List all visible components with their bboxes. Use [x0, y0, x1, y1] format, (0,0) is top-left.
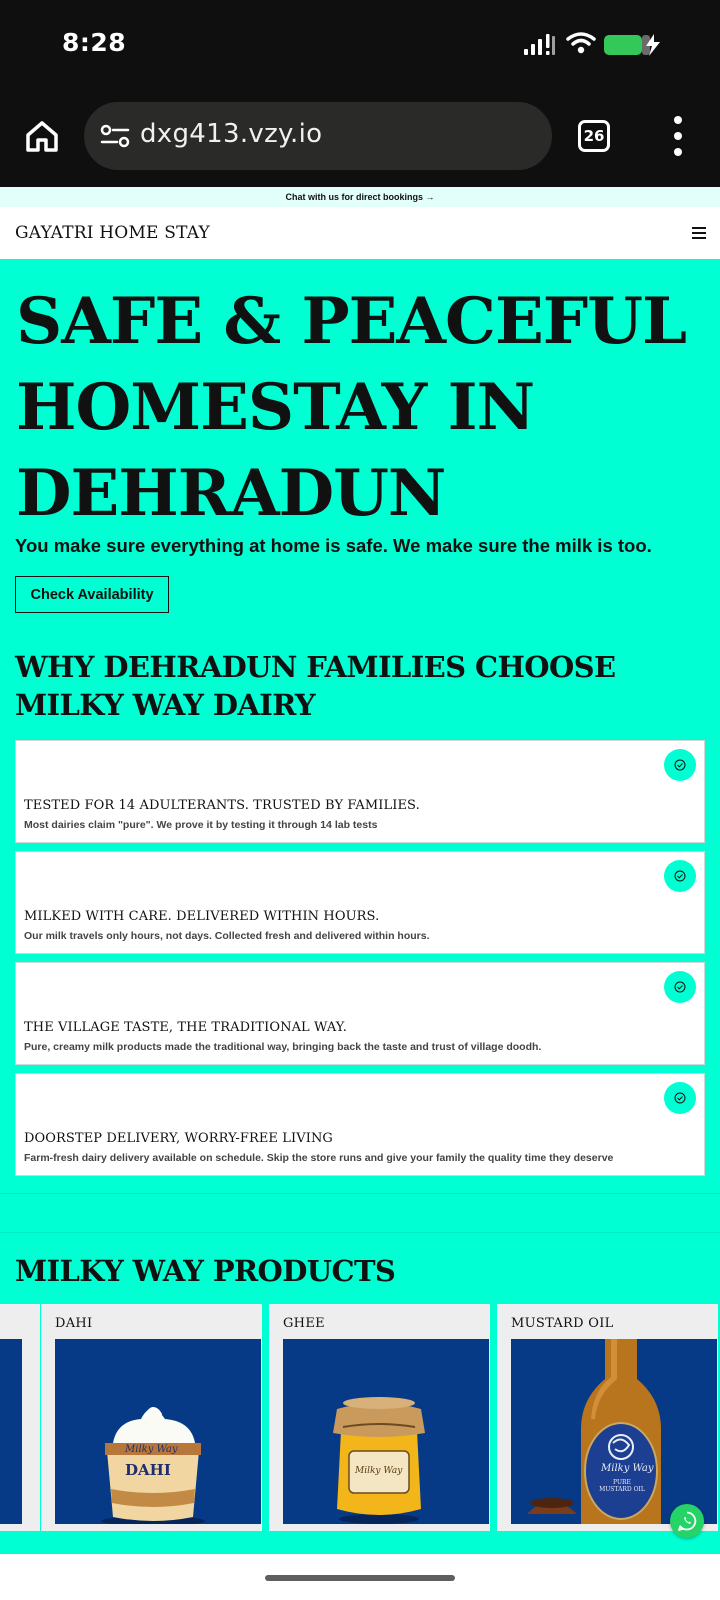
- dahi-brand-label: Milky Way: [125, 1444, 178, 1455]
- announcement-link[interactable]: Chat with us for direct bookings →: [285, 192, 435, 202]
- product-image: [0, 1339, 22, 1524]
- dahi-product-image: [55, 1339, 261, 1524]
- feature-card: [15, 740, 705, 843]
- feature-title: DOORSTEP DELIVERY, WORRY-FREE LIVING: [24, 1131, 333, 1146]
- site-logo[interactable]: GAYATRI HOME STAY: [15, 223, 210, 243]
- home-gesture-bar[interactable]: [265, 1575, 455, 1581]
- feature-description: Our milk travels only hours, not days. Collected fresh and delivered within hours.: [24, 930, 430, 942]
- battery-charging-icon: [604, 33, 662, 57]
- site-header: [0, 207, 720, 259]
- section-divider: [0, 1193, 720, 1194]
- feature-title: MILKED WITH CARE. DELIVERED WITHIN HOURS.: [24, 909, 380, 924]
- feature-card: [15, 851, 705, 954]
- why-section-title: WHY DEHRADUN FAMILIES CHOOSE MILKY WAY DAIRY: [15, 650, 616, 722]
- signal-icon: [524, 33, 558, 57]
- check-circle-icon: [664, 749, 696, 781]
- feature-title: TESTED FOR 14 ADULTERANTS. TRUSTED BY FAMILIES.: [24, 798, 420, 813]
- status-time: 8:28: [62, 28, 127, 57]
- mustard-oil-product-image: [511, 1339, 717, 1524]
- dahi-sub-label: DAHI: [125, 1461, 171, 1479]
- site-settings-icon[interactable]: [100, 123, 130, 149]
- wifi-icon: [566, 30, 596, 56]
- product-card[interactable]: [0, 1304, 40, 1531]
- check-circle-icon: [664, 971, 696, 1003]
- overflow-menu-icon[interactable]: [664, 116, 692, 156]
- product-name: GHEE: [283, 1316, 325, 1331]
- product-card-ghee[interactable]: [269, 1304, 490, 1531]
- address-bar[interactable]: [84, 102, 552, 170]
- announcement-bar[interactable]: [0, 187, 720, 207]
- hero-subtitle: You make sure everything at home is safe. We make sure the milk is too.: [15, 535, 652, 556]
- home-icon[interactable]: [24, 118, 60, 154]
- feature-description: Pure, creamy milk products made the traditional way, bringing back the taste and trust of village doodh.: [24, 1041, 542, 1053]
- mustard-oil-brand-label: Milky Way: [601, 1463, 654, 1474]
- product-card-dahi[interactable]: [41, 1304, 262, 1531]
- feature-description: Most dairies claim "pure". We prove it by testing it through 14 lab tests: [24, 819, 378, 831]
- tab-count: 26: [583, 127, 605, 145]
- product-card-mustard-oil[interactable]: [497, 1304, 718, 1531]
- feature-card: [15, 1073, 705, 1176]
- check-circle-icon: [664, 860, 696, 892]
- ghee-product-image: [283, 1339, 489, 1524]
- hamburger-icon[interactable]: [692, 227, 706, 239]
- ghee-brand-label: Milky Way: [355, 1466, 403, 1476]
- url-text[interactable]: dxg413.vzy.io: [140, 119, 323, 149]
- products-section-title: MILKY WAY PRODUCTS: [15, 1254, 396, 1288]
- product-name: MUSTARD OIL: [511, 1316, 614, 1331]
- feature-title: THE VILLAGE TASTE, THE TRADITIONAL WAY.: [24, 1020, 348, 1035]
- feature-description: Farm-fresh dairy delivery available on schedule. Skip the store runs and give your family the quality time they deserve: [24, 1152, 614, 1164]
- check-circle-icon: [664, 1082, 696, 1114]
- mustard-oil-sub-label: PURE MUSTARD OIL: [599, 1479, 645, 1493]
- system-navigation-area: [0, 1554, 720, 1600]
- tab-switcher-button[interactable]: [578, 120, 610, 152]
- browser-toolbar: [0, 92, 720, 187]
- section-divider: [0, 1232, 720, 1233]
- check-availability-button[interactable]: Check Availability: [15, 576, 169, 613]
- whatsapp-chat-button[interactable]: [670, 1504, 704, 1538]
- hero-title: SAFE & PEACEFUL HOMESTAY IN DEHRADUN: [16, 284, 686, 531]
- status-bar: [0, 0, 720, 92]
- feature-card: [15, 962, 705, 1065]
- whatsapp-icon: [676, 1510, 698, 1532]
- product-name: DAHI: [55, 1316, 93, 1331]
